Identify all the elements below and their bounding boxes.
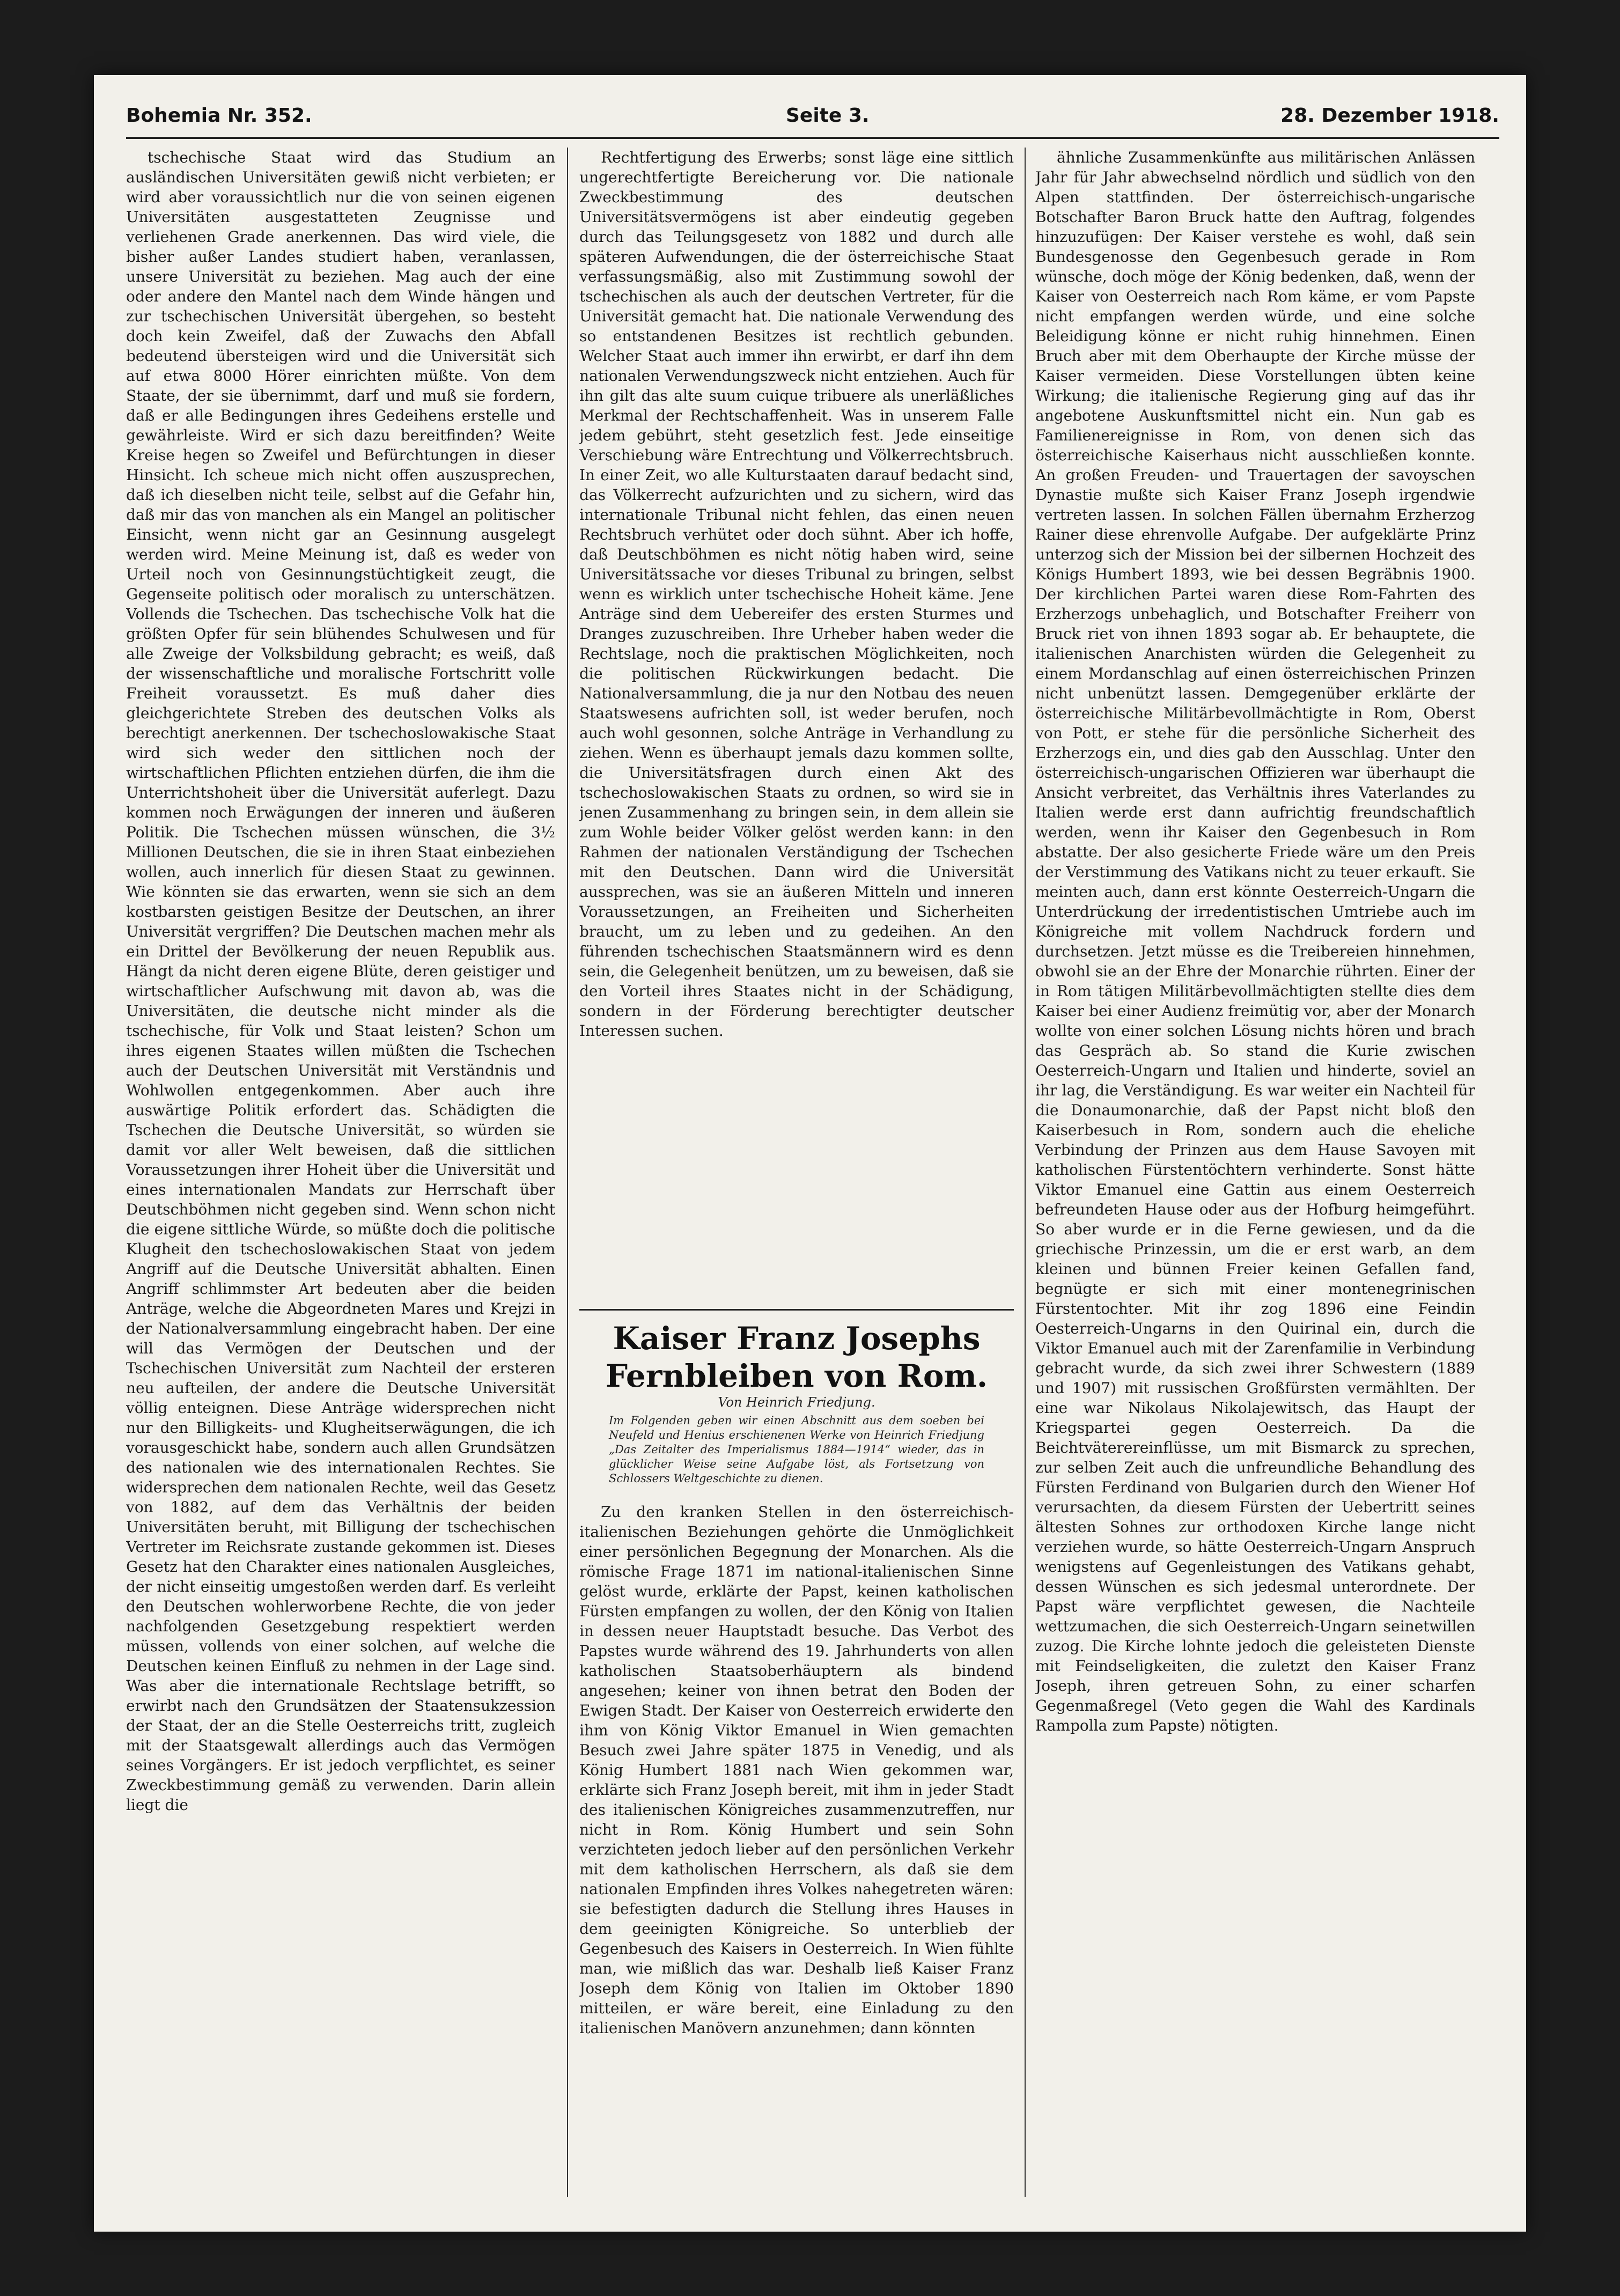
page-header: [126, 105, 1499, 137]
column-2-paragraph: Rechtfertigung des Erwerbs; sonst läge eine sittlich ungerechtfertigte Bereicherung vor. Die nationale Zweckbestimmung des deutschen Universitätsvermögens ist aber eindeutig gegeben durch das Teilungsgesetz von 1882 und durch alle späteren Aufwendungen, die der österreichische Staat verfassungsmäßig, also mit Zustimmung sowohl der tschechischen als auch der deutschen Vertreter, für die Universität gemacht hat. Die nationale Verwendung des so entstandenen Besitzes ist rechtlich gebunden. Welcher Staat auch immer ihn erwirbt, er darf ihn dem nationalen Verwendungszweck nicht entziehen. Auch für ihn gilt das alte suum cuique tribuere als unerläßliches Merkmal der Rechtschaffenheit. Was in unserem Falle jedem gebührt, steht gesetzlich fest. Jede einseitige Verschiebung wäre Entrechtung und Völkerrechtsbruch. In einer Zeit, wo alle Kulturstaaten darauf bedacht sind, das Völkerrecht aufzurichten und zu sichern, wird das internationale Tribunal nicht fehlen, das einen neuen Rechtsbruch verhütet oder doch sühnt. Aber ich hoffe, daß Deutschböhmen es nicht nötig haben wird, seine Universitätssache vor dieses Tribunal zu bringen, selbst wenn es wirklich unter tschechische Hoheit käme. Jene Anträge sind dem Uebereifer des ersten Sturmes und Dranges zuzuschreiben. Ihre Urheber haben weder die Rechtslage, noch die praktischen Möglichkeiten, noch die politischen Rückwirkungen bedacht. Die Nationalversammlung, die ja nur den Notbau des neuen Staatswesens aufrichten soll, ist weder berufen, noch auch wohl gesonnen, solche Anträge in Verhandlung zu ziehen. Wenn es überhaupt jemals dazu kommen sollte, die Universitätsfragen durch einen Akt des tschechoslowakischen Staats zu ordnen, so wird sie in jenen Zusammenhang zu bringen sein, in dem allein sie zum Wohle beider Völker gelöst werden kann: in den Rahmen der nationalen Verständigung der Tschechen mit den Deutschen. Dann wird die Universität aussprechen, was sie an äußeren Mitteln und inneren Voraussetzungen, an Freiheiten und Sicherheiten braucht, um zu leben und zu gedeihen. An den führenden tschechischen Staatsmännern wird es denn sein, die Gelegenheit benützen, um zu beweisen, daß sie den Vorteil ihres Staates nicht in der Schädigung, sondern in der Förderung berechtigter deutscher Interessen suchen.: [579, 149, 1014, 1040]
column-divider: [1025, 148, 1026, 2197]
article-paragraph: Zu den kranken Stellen in den österreichisch-italienischen Beziehungen gehörte die Unmöglichkeit einer persönlichen Begegnung der Monarchen. Als die römische Frage 1871 im national-italienischen Sinne gelöst wurde, erklärte der Papst, keinen katholischen Fürsten empfangen zu wollen, der den König von Italien in dessen neuer Hauptstadt besuche. Das Verbot des Papstes wurde während des 19. Jahrhunderts von allen katholischen Staatsoberhäuptern als bindend angesehen; keiner von ihnen betrat den Boden der Ewigen Stadt. Der Kaiser von Oesterreich erwiderte den ihm von König Viktor Emanuel in Wien gemachten Besuch zwei Jahre später 1875 in Venedig, und als König Humbert 1881 nach Wien gekommen war, erklärte sich Franz Joseph bereit, mit ihm in jeder Stadt des italienischen Königreiches zusammenzutreffen, nur nicht in Rom. König Humbert und sein Sohn verzichteten jedoch lieber auf den persönlichen Verkehr mit dem katholischen Herrschern, als daß sie dem nationalen Empfinden ihres Volkes nahegetreten wären: sie befestigten dadurch die Stellung ihres Hauses in dem geeinigten Königreiche. So unterblieb der Gegenbesuch des Kaisers in Oesterreich. In Wien fühlte man, wie mißlich das war. Deshalb ließ Kaiser Franz Joseph dem König von Italien im Oktober 1890 mitteilen, er wäre bereit, eine Einladung zu den italienischen Manövern anzunehmen; dann könnten: [579, 1503, 1014, 2037]
issue-date: 28. Dezember 1918.: [1280, 105, 1499, 127]
column-1-text: [126, 148, 555, 2202]
column-2-article-text: [579, 1502, 1014, 2199]
article-separator: [579, 1309, 1014, 1311]
column-3-paragraph: ähnliche Zusammenkünfte aus militärischen Anlässen Jahr für Jahr abwechselnd nördlich und südlich von den Alpen stattfinden. Der österreichisch-ungarische Botschafter Baron Bruck hatte den Auftrag, folgendes hinzuzufügen: Der Kaiser verstehe es wohl, daß sein Bundesgenosse den Gegenbesuch gerade in Rom wünsche, doch möge der König bedenken, daß, wenn der Kaiser von Oesterreich nach Rom käme, er vom Papste nicht empfangen werden würde, und eine solche Beleidigung könne er nicht ruhig hinnehmen. Einen Bruch aber mit dem Oberhaupte der Kirche müsse der Kaiser vermeiden. Diese Vorstellungen übten keine Wirkung; die italienische Regierung ging auf das ihr angebotene Auskunftsmittel nicht ein. Nun gab es Familienereignisse in Rom, von denen sich das österreichische Kaiserhaus nicht ausschließen konnte. An großen Freuden- und Trauertagen der savoyschen Dynastie mußte sich Kaiser Franz Joseph irgendwie vertreten lassen. In solchen Fällen übernahm Erzherzog Rainer diese ehrenvolle Aufgabe. Der aufgeklärte Prinz unterzog sich der Mission bei der silbernen Hochzeit des Königs Humbert 1893, wie bei dessen Begräbnis 1900. Der kirchlichen Partei waren diese Rom-Fahrten des Erzherzogs unbehaglich, und Botschafter Freiherr von Bruck riet von ihnen 1893 sogar ab. Er behauptete, die italienischen Anarchisten würden die Gelegenheit zu einem Mordanschlag auf einen österreichischen Prinzen nicht unbenützt lassen. Demgegenüber erklärte der österreichische Militärbevollmächtigte in Rom, Oberst von Pott, er stehe für die persönliche Sicherheit des Erzherzogs ein, und dies gab den Ausschlag. Unter den österreichisch-ungarischen Offizieren war überhaupt die Ansicht verbreitet, das Verhältnis ihres Vaterlandes zu Italien werde erst dann aufrichtig freundschaftlich werden, wenn ihr Kaiser den Gegenbesuch in Rom abstatte. Der also gesicherte Friede wäre um den Preis der Verstimmung des Vatikans nicht zu teuer erkauft. Sie meinten auch, dann erst könnte Oesterreich-Ungarn die Unterdrückung der irredentistischen Umtriebe auch im Königreiche mit vollem Nachdruck fordern und durchsetzen. Jetzt müsse es die Treibereien hinnehmen, obwohl sie an der Ehre der Monarchie rührten. Einer der in Rom tätigen Militärbevollmächtigten stellte dies dem Kaiser bei einer Audienz freimütig vor, aber der Monarch wollte von einer solchen Lösung nichts hören und brach das Gespräch ab. So stand die Kurie zwischen Oesterreich-Ungarn und Italien und hinderte, soviel an ihr lag, die Verständigung. Es war weiter ein Nachteil für die Donaumonarchie, daß der Papst nicht bloß den Kaiserbesuch in Rom, sondern auch die eheliche Verbindung der Prinzen aus dem Hause Savoyen mit katholischen Fürstentöchtern verhinderte. Sonst hätte Viktor Emanuel eine Gattin aus einem Oesterreich befreundeten Hause oder aus der Hofburg heimgeführt. So aber wurde er in die Ferne gewiesen, und da die griechische Prinzessin, um die er erst warb, an dem kleinen und bünnen Freier keinen Gefallen fand, begnügte er sich mit einer montenegrinischen Fürstentochter. Mit ihr zog 1896 eine Feindin Oesterreich-Ungarns in den Quirinal ein, durch die Viktor Emanuel auch mit der Zarenfamilie in Verbindung gebracht wurde, da sich zwei ihrer Schwestern (1889 und 1907) mit russischen Großfürsten vermählten. Der eine war Nikolaus Nikolajewitsch, das Haupt der Kriegspartei gegen Oesterreich. Da die Beichtväterereinflüsse, um mit Bismarck zu sprechen, zur selben Zeit auch die unfreundliche Behandlung des Fürsten Ferdinand von Bulgarien durch den Wiener Hof verursachten, da diesem Fürsten der Uebertritt seines ältesten Sohnes zur orthodoxen Kirche lange nicht verziehen wurde, so hätte Oesterreich-Ungarn Anspruch wenigstens auf Gegenleistungen des Vatikans gehabt, dessen Wünschen es sich jedesmal unterordnete. Der Papst wäre verpflichtet gewesen, die Nachteile wettzumachen, die sich Oesterreich-Ungarn seinetwillen zuzog. Die Kirche lohnte jedoch die geleisteten Dienste mit Feindseligkeiten, die zuletzt den Kaiser Franz Joseph, ihren getreuen Sohn, zu einer scharfen Gegenmaßregel (Veto gegen die Wahl des Kardinals Rampolla zum Papste) nötigten.: [1035, 149, 1475, 1734]
page-number: Seite 3.: [786, 105, 870, 127]
newspaper-page: [94, 75, 1526, 2232]
header-rule: [126, 137, 1499, 139]
column-2-text: [579, 148, 1014, 1301]
article-headline: Kaiser Franz Josephs Fernbleiben von Rom.: [605, 1320, 988, 1394]
article-intro: Im Folgenden geben wir einen Abschnitt aus dem soeben bei Neufeld und Henius erschienenen Werke von Heinrich Friedjung „Das Zeitalter des Imperialismus 1884—1914“ wieder, das in glücklicher Weise seine Aufgabe löst, als Fortsetzung von Schlossers Weltgeschichte zu dienen.: [609, 1414, 984, 1485]
masthead-issue: Bohemia Nr. 352.: [126, 105, 312, 127]
column-divider: [567, 148, 568, 2197]
column-1-paragraph: tschechische Staat wird das Studium an ausländischen Universitäten gewiß nicht verbieten; er wird aber voraussichtlich nur die von seinen eigenen Universitäten ausgestatteten Zeugnisse und verliehenen Grade anerkennen. Das wird viele, die bisher außer Landes studiert haben, veranlassen, unsere Universität zu beziehen. Mag auch der eine oder andere den Mantel nach dem Winde hängen und zur tschechischen Universität übergehen, so besteht doch kein Zweifel, daß der Zuwachs den Abfall bedeutend übersteigen wird und die Universität sich auf etwa 8000 Hörer einrichten müßte. Von dem Staate, der sie übernimmt, darf und muß sie fordern, daß er alle Bedingungen ihres Gedeihens erstelle und gewährleiste. Wird er sich dazu bereitfinden? Weite Kreise hegen so Zweifel und Befürchtungen in dieser Hinsicht. Ich scheue mich nicht offen auszusprechen, daß ich dieselben nicht teile, selbst auf die Gefahr hin, daß mir das von manchen als ein Mangel an politischer Einsicht, wenn nicht gar an Gesinnung ausgelegt werden wird. Meine Meinung ist, daß es weder von Urteil noch von Gesinnungstüchtigkeit zeugt, die Gegenseite politisch oder moralisch zu unterschätzen. Vollends die Tschechen. Das tschechische Volk hat die größten Opfer für sein blühendes Schulwesen und für alle Zweige der Volksbildung gebracht; es weiß, daß der wissenschaftliche und moralische Fortschritt volle Freiheit voraussetzt. Es muß daher dies gleichgerichtete Streben des deutschen Volks als berechtigt anerkennen. Der tschechoslowakische Staat wird sich weder den sittlichen noch der wirtschaftlichen Pflichten entziehen dürfen, die ihm die Unterrichtshoheit über die Universität auferlegt. Dazu kommen noch Erwägungen der inneren und äußeren Politik. Die Tschechen müssen wünschen, die 3½ Millionen Deutschen, die sie in ihren Staat einbeziehen wollen, auch innerlich für diesen Staat zu gewinnen. Wie könnten sie das erwarten, wenn sie sich an dem kostbarsten geistigen Besitze der Deutschen, an ihrer Universität vergriffen? Die Deutschen machen mehr als ein Drittel der Bevölkerung der neuen Republik aus. Hängt da nicht deren eigene Blüte, deren geistiger und wirtschaftlicher Aufschwung mit davon ab, was die Universitäten, die deutsche nicht minder als die tschechische, für Volk und Staat leisten? Schon um ihres eigenen Staates willen müßten die Tschechen auch der Deutschen Universität mit Verständnis und Wohlwollen entgegenkommen. Aber auch ihre auswärtige Politik erfordert das. Schädigten die Tschechen die Deutsche Universität, so würden sie damit vor aller Welt beweisen, daß die sittlichen Voraussetzungen ihrer Hoheit über die Universität und eines internationalen Mandats zur Herrschaft über Deutschböhmen nicht gegeben sind. Wenn schon nicht die eigene sittliche Würde, so müßte doch die politische Klugheit den tschechoslowakischen Staat von jedem Angriff auf die Deutsche Universität abhalten. Einen Angriff schlimmster Art bedeuten aber die beiden Anträge, welche die Abgeordneten Mares und Krejzi in der Nationalversammlung eingebracht haben. Der eine will das Vermögen der Deutschen und der Tschechischen Universität zum Nachteil der ersteren neu aufteilen, der andere die Deutsche Universität völlig enteignen. Diese Anträge widersprechen nicht nur den Billigkeits- und Klugheitserwägungen, die ich vorausgeschickt habe, sondern auch allen Grundsätzen des nationalen wie des internationalen Rechtes. Sie widersprechen dem nationalen Rechte, weil das Gesetz von 1882, auf dem das Verhältnis der beiden Universitäten beruht, mit Billigung der tschechischen Vertreter im Reichsrate zustande gekommen ist. Dieses Gesetz hat den Charakter eines nationalen Ausgleiches, der nicht einseitig umgestoßen werden darf. Es verleiht den Deutschen wohlerworbene Rechte, die von jeder nachfolgenden Gesetzgebung respektiert werden müssen, vollends von einer solchen, auf welche die Deutschen keinen Einfluß zu nehmen in der Lage sind. Was aber die internationale Rechtslage betrifft, so erwirbt nach den Grundsätzen der Staatensukzession der Staat, der an die Stelle Oesterreichs tritt, zugleich mit der Staatsgewalt allerdings auch das Vermögen seines Vorgängers. Er ist jedoch verpflichtet, es seiner Zweckbestimmung gemäß zu verwenden. Darin allein liegt die: [126, 149, 555, 1814]
article-byline: Von Heinrich Friedjung.: [718, 1395, 875, 1410]
column-3-text: [1035, 148, 1475, 2202]
